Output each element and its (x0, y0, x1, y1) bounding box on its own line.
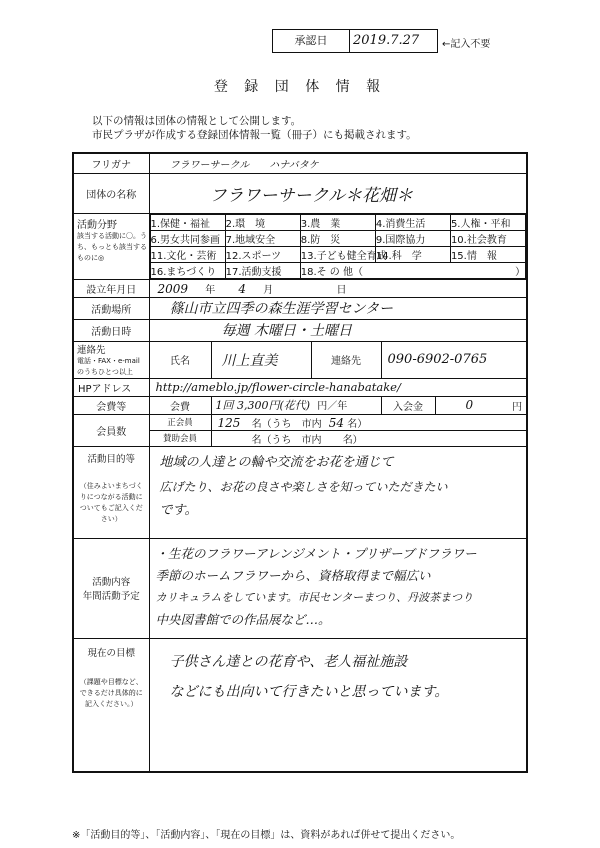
field-option-other-label: 18.そ の 他（ (300, 266, 363, 278)
plan-line: ・生花のフラワーアレンジメント・プリザーブドフラワー (155, 545, 477, 561)
field-option[interactable]: 9.国際協力 (375, 230, 450, 246)
regular-members-text: 名（うち 市内 (251, 418, 322, 430)
purpose-line: 地域の人達との輪や交流をお花を通じて (159, 454, 394, 470)
field-option[interactable]: 4.消費生活 (375, 214, 450, 230)
entry-fee-unit: 円 (512, 401, 523, 413)
field-label: 活動分野 (77, 219, 117, 231)
regular-members-cell[interactable] (211, 414, 527, 430)
contact-label: 連絡先 (77, 344, 106, 356)
field-option[interactable]: 13.子ども健全育成 (300, 246, 375, 262)
field-option[interactable]: 6.男女共同参画 (150, 230, 225, 246)
approval-label: 承認日 (273, 30, 350, 52)
approval-box (272, 29, 438, 53)
purpose-label-cell (73, 446, 149, 538)
purpose-line: です。 (159, 502, 198, 518)
furigana-value[interactable]: フラワーサークル ハナバタケ (149, 153, 527, 173)
field-option[interactable]: 8.防 災 (300, 230, 375, 246)
established-day-unit: 日 (336, 284, 347, 296)
entry-fee-label: 入会金 (381, 396, 435, 414)
place-value[interactable]: 篠山市立四季の森生涯学習センター (149, 297, 527, 319)
members-label: 会員数 (73, 414, 149, 446)
established-year: 2009 (157, 281, 189, 296)
regular-members-label: 正会員 (149, 414, 211, 430)
field-option[interactable]: 2.環 境 (225, 214, 300, 230)
field-option[interactable]: 12.スポーツ (225, 246, 300, 262)
field-option[interactable]: 16.まちづくり (150, 262, 225, 278)
page-title: 登 録 団 体 情 報 (213, 79, 387, 95)
purpose-label: 活動目的等 (87, 453, 135, 465)
name-label: 団体の名称 (73, 173, 149, 213)
entry-fee-value: 0 (465, 397, 474, 412)
contact-tel-label: 連絡先 (311, 341, 381, 378)
name-value[interactable]: フラワーサークル＊花畑＊ (149, 173, 527, 213)
plan-label-1: 活動内容 (92, 577, 131, 588)
footnote: ※「活動目的等」、「活動内容」、「現在の目標」は、資料があれば併せて提出ください。 (72, 830, 461, 841)
contact-label-cell (73, 341, 149, 378)
field-option[interactable]: 14.科 学 (375, 246, 450, 262)
purpose-value[interactable] (149, 446, 527, 538)
plan-line: 季節のホームフラワーから、資格取得まで幅広い (155, 567, 431, 583)
goal-label: 現在の目標 (87, 647, 135, 659)
support-members-text: 名（うち 市内 (251, 434, 322, 446)
established-month-unit: 月 (263, 284, 274, 296)
established-value-cell[interactable] (149, 279, 527, 297)
fee-unit: 円／年 (317, 401, 348, 412)
field-option[interactable]: 15.情 報 (450, 246, 525, 262)
regular-members-city: 54 (328, 415, 345, 430)
support-members-label: 賛助会員 (149, 430, 211, 446)
field-option[interactable]: 17.活動支援 (225, 262, 300, 278)
field-option[interactable]: 5.人権・平和 (450, 214, 525, 230)
goal-line: などにも出向いて行きたいと思っています。 (169, 683, 449, 700)
field-option[interactable]: 7.地域安全 (225, 230, 300, 246)
purpose-line: 広げたり、お花の良さや楽しさを知っていただきたい (159, 479, 448, 494)
goal-value[interactable] (149, 638, 527, 772)
plan-line: 中央図書館での作品展など…。 (155, 611, 331, 627)
contact-tel-value[interactable]: 090-6902-0765 (381, 341, 527, 378)
field-label-cell (73, 213, 149, 279)
goal-note: （課題や目標など、できるだけ具体的に記入ください。） (79, 677, 143, 708)
schedule-label: 活動日時 (73, 319, 149, 341)
place-label: 活動場所 (73, 297, 149, 319)
field-option-other-close: ） (515, 266, 526, 278)
hp-label: HPアドレス (73, 378, 149, 396)
goal-label-cell (73, 638, 149, 772)
fee-value: 1回 3,300円(花代) (215, 399, 311, 412)
field-options-grid (150, 214, 527, 279)
support-members-end: 名） (342, 434, 363, 446)
schedule-value[interactable]: 毎週 木曜日・土曜日 (149, 319, 527, 341)
field-option[interactable]: 11.文化・芸術 (150, 246, 225, 262)
plan-line: カリキュラムをしています。市民センターまつり、丹波茶まつり (155, 590, 474, 604)
intro-line-2: 市民プラザが作成する登録団体情報一覧（冊子）にも掲載されます。 (92, 129, 417, 141)
established-month: 4 (238, 281, 247, 296)
contact-name-value[interactable]: 川上直美 (211, 341, 311, 378)
field-option-other[interactable] (300, 262, 525, 278)
field-options-cell (149, 213, 527, 279)
approval-note: ←記入不要 (442, 39, 491, 50)
established-label: 設立年月日 (73, 279, 149, 297)
regular-members-end: 名） (347, 418, 368, 430)
field-option[interactable]: 1.保健・福祉 (150, 214, 225, 230)
furigana-label: フリガナ (73, 153, 149, 173)
plan-label-2: 年間活動予定 (82, 591, 140, 602)
plan-value[interactable] (149, 538, 527, 638)
field-option[interactable]: 3.農 業 (300, 214, 375, 230)
goal-line: 子供さん達との花育や、老人福祉施設 (169, 653, 408, 670)
fee-sub-label: 会費 (149, 396, 211, 414)
established-year-unit: 年 (205, 284, 216, 296)
regular-members-count: 125 (217, 415, 241, 430)
contact-sub: 電話・FAX・e-mail のうちひとつ以上 (77, 356, 140, 376)
approval-date: 2019.7.27 (353, 33, 420, 48)
plan-label-cell (73, 538, 149, 638)
intro-line-1: 以下の情報は団体の情報として公開します。 (92, 115, 302, 127)
fee-label: 会費等 (73, 396, 149, 414)
registration-form (72, 152, 528, 773)
support-members-cell[interactable] (211, 430, 527, 446)
field-note: 該当する活動に〇。うち、もっとも該当するものに◎ (77, 231, 147, 262)
hp-value[interactable]: http://ameblo.jp/flower-circle-hanabatake/ (149, 378, 527, 396)
entry-fee-cell[interactable] (435, 396, 527, 414)
field-option[interactable]: 10.社会教育 (450, 230, 525, 246)
contact-name-label: 氏名 (149, 341, 211, 378)
fee-value-cell[interactable] (211, 396, 381, 414)
purpose-note: （住みよいまちづくりにつながる活動についてもご記入ください） (79, 481, 143, 523)
